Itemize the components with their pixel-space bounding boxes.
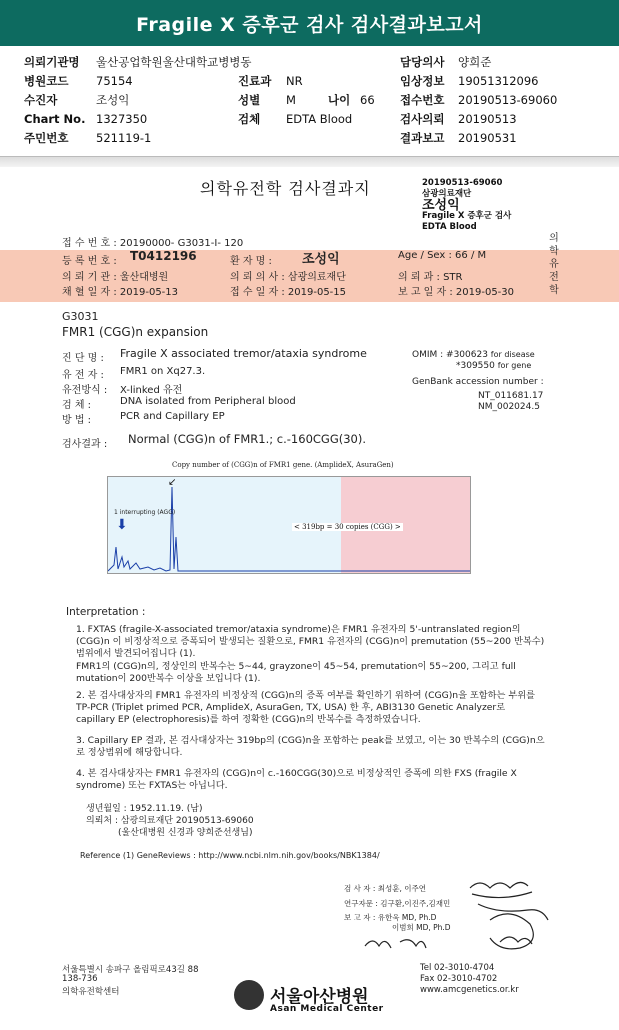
method-label: 방 법 : [62, 415, 92, 426]
genbank-label: GenBank accession number : [412, 377, 544, 387]
report-date-label: 결과보고 [400, 131, 445, 145]
sex-label: 성별 [238, 93, 261, 107]
researchers-line: 연구자문 : 김구환,이진주,김재민 [344, 899, 451, 908]
chart-annotation: < 319bp = 30 copies (CGG) > [294, 523, 401, 531]
page-title: Fragile X 증후군 검사 검사결과보고서 [0, 0, 619, 46]
sticker-line2: 삼광의료재단 [422, 189, 472, 199]
id-value: 521119-1 [96, 131, 152, 145]
genbank-nt: NT_011681.17 [478, 391, 544, 401]
genbank-nm: NM_002024.5 [478, 402, 540, 412]
electropherogram [107, 476, 471, 574]
examiner-line: 검 사 자 : 최성훈, 이주연 [344, 884, 427, 893]
receipt-line: 접 수 번 호 : 20190000- G3031-I- 120 [62, 238, 244, 249]
interpretation-p4: 4. 본 검사대상자는 FMR1 유전자의 (CGG)n이 c.-160CGG(30)으로 비정상적인 증폭에 의한 FXS (fragile X syndrome) 또는 FXTAS는 아닙니다. [76, 768, 517, 792]
dept-line: 의학유전학센터 [62, 987, 120, 997]
inst-line: 의 뢰 기 관 : 울산대병원 [62, 272, 169, 283]
reporter-line: 보 고 자 : 유한욱 MD, Ph.D [344, 913, 437, 922]
dept-label: 진료과 [238, 74, 272, 88]
clinical-value: 19051312096 [458, 74, 539, 88]
sticker-line4: EDTA Blood [422, 222, 477, 232]
address-line2: 138-736 [62, 974, 98, 984]
spec-value: DNA isolated from Peripheral blood [120, 396, 296, 407]
birth-line: 생년월일 : 1952.11.19. (남) [86, 804, 203, 814]
report-heading: 의학유전학 검사결과지 [200, 179, 371, 198]
id-label: 주민번호 [24, 131, 69, 145]
result-label: 검사결과 : [62, 439, 108, 450]
reg-label: 등 록 번 호 : [62, 256, 117, 267]
patient-value: 조성익 [96, 93, 130, 107]
signature-image [360, 860, 580, 960]
specimen-value: EDTA Blood [286, 112, 353, 126]
clinical-label: 임상정보 [400, 74, 445, 88]
hospital-code-label: 병원코드 [24, 74, 69, 88]
sticker-name: 조성익 [422, 198, 460, 213]
specimen-label: 검체 [238, 112, 261, 126]
hospital-name-en: Asan Medical Center [270, 1004, 384, 1014]
hospital-code-value: 75154 [96, 74, 133, 88]
electropherogram-trace [108, 477, 470, 573]
reporter-line2: 이범희 MD, Ph.D [392, 923, 451, 932]
result-value: Normal (CGG)n of FMR1.; c.-160CGG(30). [128, 432, 366, 446]
reg-value: T0412196 [130, 249, 197, 263]
arrow-pointer-icon: ↙ [168, 477, 177, 488]
hospital-name: 서울아산병원 [270, 987, 369, 1007]
chart-note: 1 interrupting (AGG) [114, 509, 176, 516]
gene-value: FMR1 on Xq27.3. [120, 366, 206, 377]
report-date-value: 20190531 [458, 131, 517, 145]
gene-label: 유 전 자 : [62, 370, 104, 381]
omim-disease: OMIM : #300623 for disease [412, 350, 535, 360]
sex-value: M [286, 93, 296, 107]
referrer-line: 의뢰처 : 삼광의료재단 20190513-69060 [86, 816, 254, 826]
dx-label: 진 단 명 : [62, 353, 104, 364]
interpretation-p3: 3. Capillary EP 결과, 본 검사대상자는 319bp의 (CGG)n을 포함하는 peak를 보였고, 이는 30 반복수의 (CGG)n으로 정상범위에 해당합니다. [76, 735, 545, 759]
tel-line: Tel 02-3010-4704 [420, 963, 495, 973]
request-value: 20190513 [458, 112, 517, 126]
institution-label: 의뢰기관명 [24, 55, 80, 69]
chart-no-label: Chart No. [24, 112, 86, 126]
inherit-value: X-linked 유전 [120, 385, 183, 396]
test-name: FMR1 (CGG)n expansion [62, 325, 209, 339]
sticker-line3: Fragile X 증후군 검사 [422, 211, 512, 221]
doctor-label: 담당의사 [400, 55, 445, 69]
dept-value: NR [286, 74, 303, 88]
recv-line: 접 수 일 자 : 2019-05-15 [230, 287, 347, 298]
report-header [0, 54, 619, 154]
test-code: G3031 [62, 310, 99, 323]
pt-value: 조성익 [302, 252, 340, 267]
age-label: 나이 [328, 93, 351, 107]
web-line: www.amcgenetics.or.kr [420, 985, 519, 995]
arrow-down-icon: ⬇ [116, 517, 128, 533]
collect-line: 채 혈 일 자 : 2019-05-13 [62, 287, 179, 298]
receipt-label: 접수번호 [400, 93, 445, 107]
interpretation-heading: Interpretation : [66, 606, 146, 618]
sticker-line1: 20190513-69060 [422, 178, 503, 188]
chart-no-value: 1327350 [96, 112, 148, 126]
asan-foundation-logo [234, 980, 264, 1010]
reference-line: Reference (1) GeneReviews : http://www.ncbi.nlm.nih.gov/books/NBK1384/ [80, 851, 380, 860]
agesex: Age / Sex : 66 / M [398, 250, 487, 261]
chart-caption: Copy number of (CGG)n of FMR1 gene. (AmplideX, AsuraGen) [172, 461, 394, 469]
rep-line: 보 고 일 자 : 2019-05-30 [398, 287, 515, 298]
patient-label: 수진자 [24, 93, 58, 107]
fax-line: Fax 02-3010-4702 [420, 974, 498, 984]
interpretation-p1: 1. FXTAS (fragile-X-associated tremor/ataxia syndrome)은 FMR1 유전자의 5'-untranslated region의 (CGG)n 이 비정상적으로 증폭되어 발생되는 질환으로, FMR1 유전자의 (CGG)n이 premutation (55~200 반복수) 범위에서 발견되어집니다 (1). [76, 624, 545, 660]
spec-label: 검 체 : [62, 400, 92, 411]
specimen-sticker [422, 178, 511, 233]
omim-gene: *309550 for gene [456, 361, 532, 371]
doctor-value: 양희준 [458, 55, 492, 69]
side-label: 의학유전학 [549, 233, 559, 296]
method-value: PCR and Capillary EP [120, 411, 225, 422]
referrer-line2: (울산대병원 신경과 양희준선생님) [118, 828, 253, 838]
divider [0, 156, 619, 167]
inherit-label: 유전방식 : [62, 385, 108, 396]
receipt-value: 20190513-69060 [458, 93, 558, 107]
request-label: 검사의뢰 [400, 112, 445, 126]
address-line1: 서울특별시 송파구 올림픽로43길 88 [62, 965, 199, 975]
item-line: 의 뢰 과 : STR [398, 272, 463, 283]
doc-line: 의 뢰 의 사 : 삼광의료재단 [230, 272, 346, 283]
age-value: 66 [360, 93, 375, 107]
interpretation-p2: 2. 본 검사대상자의 FMR1 유전자의 비정상적 (CGG)n의 증폭 여부를 확인하기 위하여 (CGG)n을 포함하는 부위를 TP-PCR (Triplet primed PCR, AmplideX, AsuraGen, TX, USA) 한 후, ABI3130 Genetic Analyzer로 capillary EP (electrophoresis)를 하여 정확한 (CGG)n의 반복수를 측정하였습니다. [76, 690, 535, 726]
pt-label: 환 자 명 : [230, 256, 272, 267]
institution-value: 울산공업학원울산대학교병병동 [96, 55, 252, 69]
interpretation-p1b: FMR1의 (CGG)n의, 정상인의 반복수는 5~44, grayzone이 45~54, premutation이 55~200, 그리고 full mutation이 200반복수 이상을 보입니다 (1). [76, 661, 516, 685]
dx-value: Fragile X associated tremor/ataxia syndrome [120, 347, 367, 360]
